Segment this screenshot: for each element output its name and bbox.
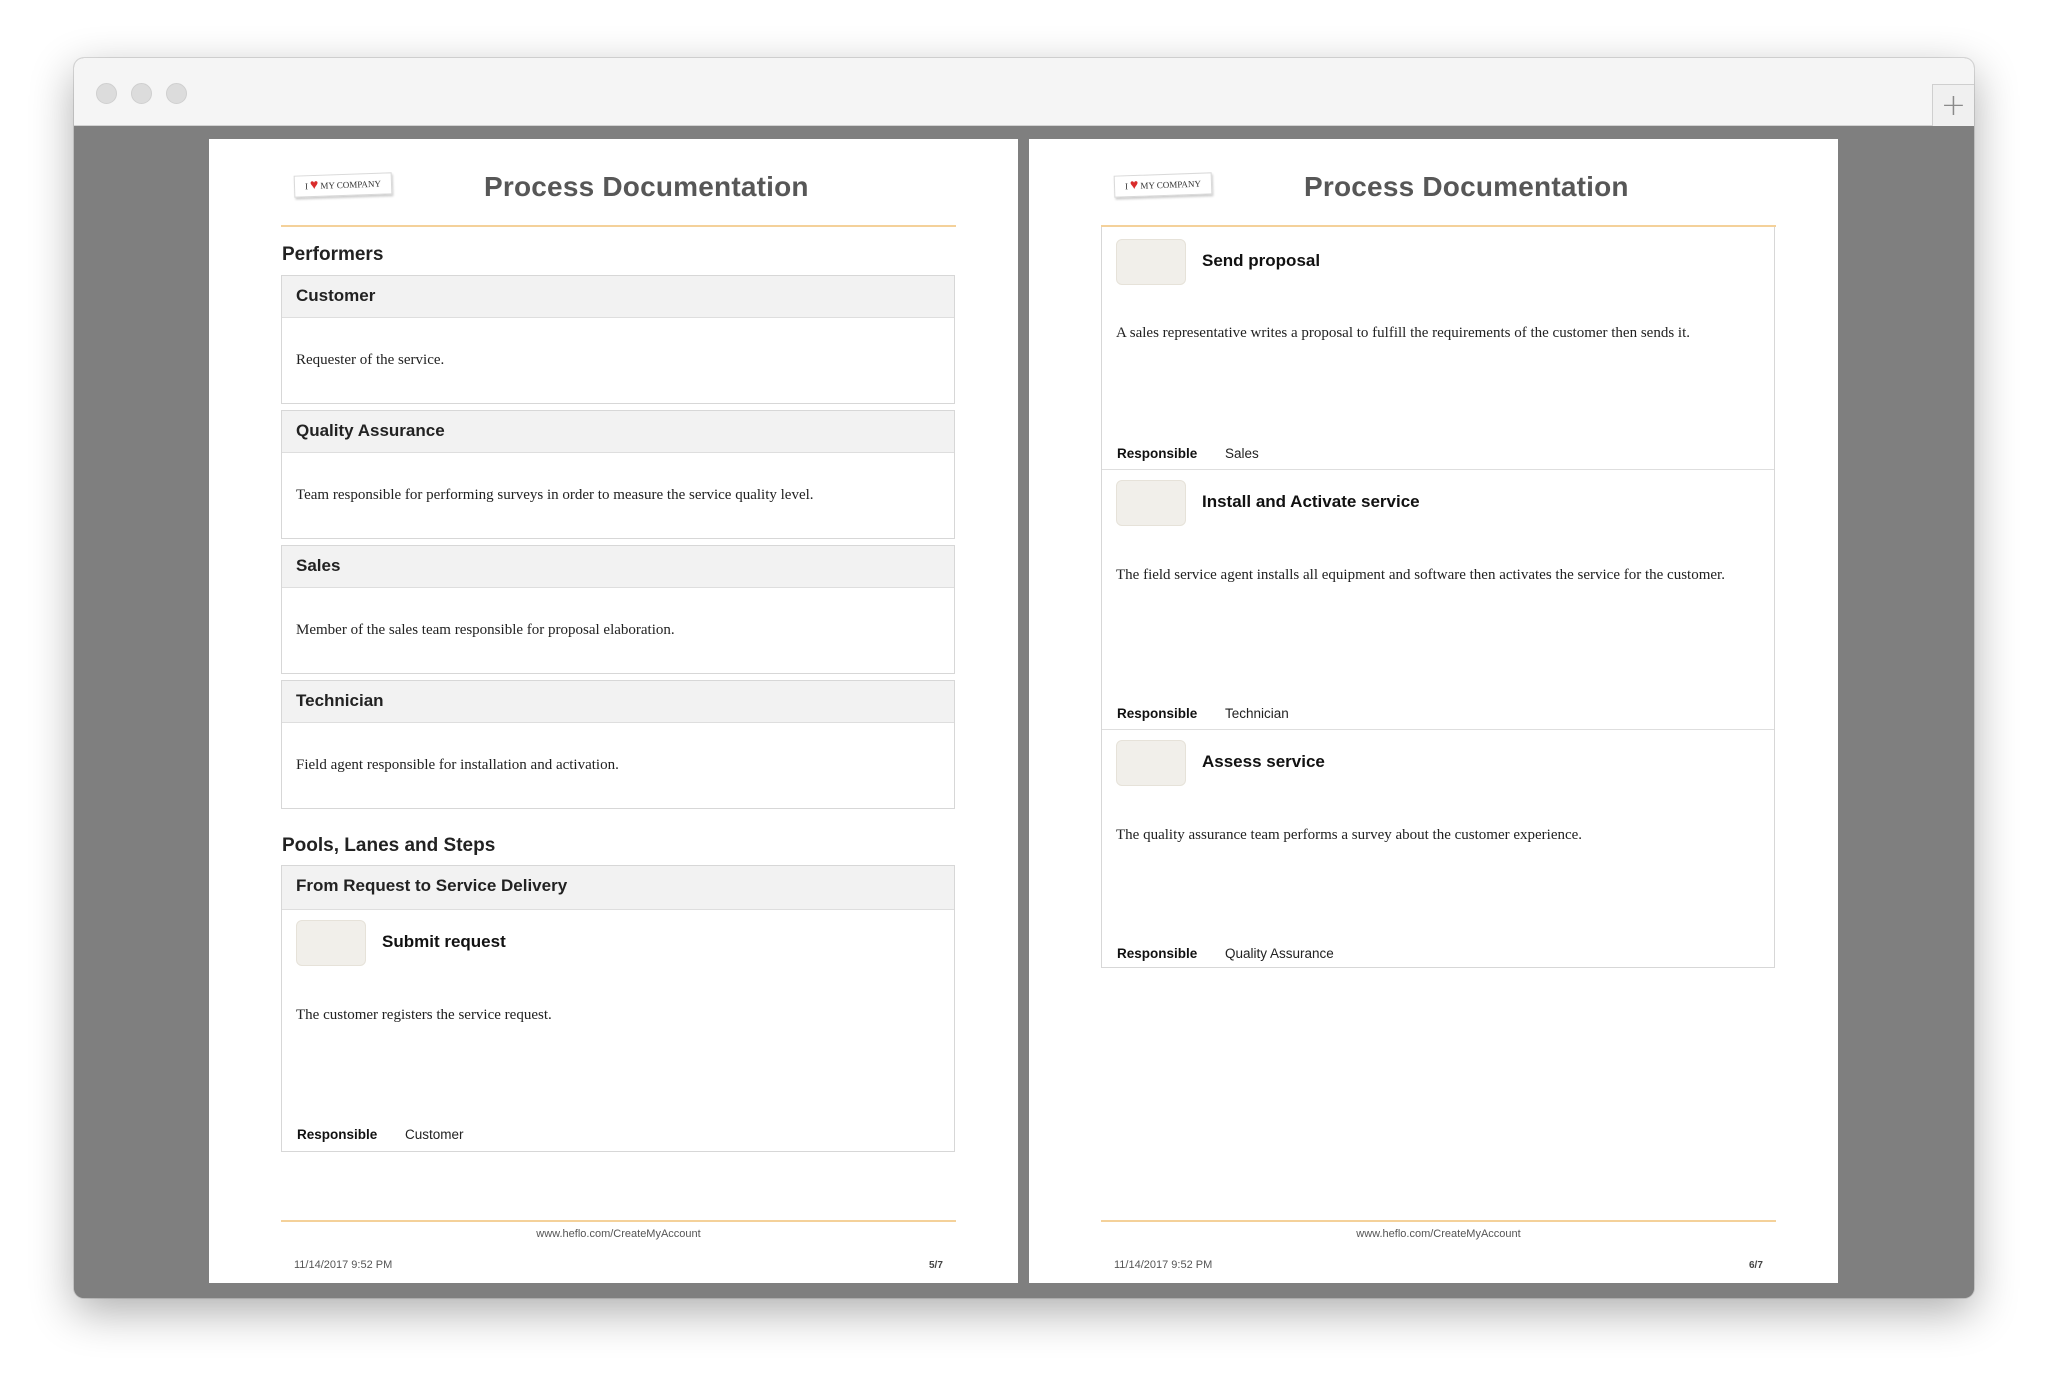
step-name: Assess service	[1202, 752, 1325, 771]
footer-divider	[281, 1220, 956, 1222]
performer-name: Technician	[282, 681, 954, 723]
zoom-window-button[interactable]	[166, 83, 187, 104]
logo-text-i: I	[1124, 181, 1129, 192]
responsible-label: Responsible	[1117, 446, 1198, 461]
step-description: The field service agent installs all equipment and software then activates the service for the customer.	[1116, 567, 1725, 583]
browser-window	[74, 58, 1974, 1298]
performer-description: Team responsible for performing surveys in order to measure the service quality level.	[296, 487, 814, 503]
new-tab-button[interactable]	[1932, 84, 1974, 126]
heart-icon: ♥	[1129, 177, 1139, 194]
responsible-label: Responsible	[1117, 946, 1198, 961]
performer-name: Customer	[282, 276, 954, 318]
responsible-value: Technician	[1225, 706, 1289, 721]
heart-icon: ♥	[309, 177, 319, 194]
logo-text-company: MY COMPANY	[320, 178, 382, 191]
company-logo	[294, 172, 393, 197]
footer-divider	[1101, 1220, 1776, 1222]
company-logo	[1114, 172, 1213, 197]
pools-heading: Pools, Lanes and Steps	[282, 835, 496, 856]
performer-card	[281, 275, 955, 404]
step-name: Install and Activate service	[1202, 492, 1420, 511]
step-item	[1102, 227, 1774, 469]
page-title: Process Documentation	[1304, 171, 1629, 202]
step-description: A sales representative writes a proposal to fulfill the requirements of the customer then sends it.	[1116, 325, 1691, 341]
page-number: 6/7	[1749, 1260, 1763, 1271]
footer-date: 11/14/2017 9:52 PM	[294, 1259, 393, 1271]
footer-url: www.heflo.com/CreateMyAccount	[536, 1228, 701, 1240]
task-icon	[1116, 239, 1186, 285]
footer-url: www.heflo.com/CreateMyAccount	[1356, 1228, 1521, 1240]
step-item	[282, 910, 954, 1153]
performers-heading: Performers	[282, 244, 384, 265]
page-number: 5/7	[929, 1260, 943, 1271]
responsible-value: Quality Assurance	[1225, 946, 1334, 961]
responsible-value: Customer	[405, 1127, 464, 1142]
responsible-label: Responsible	[1117, 706, 1198, 721]
pool-card	[281, 865, 955, 1152]
performer-card	[281, 410, 955, 539]
header-divider	[281, 225, 956, 227]
responsible-value: Sales	[1225, 446, 1259, 461]
step-name: Send proposal	[1202, 251, 1321, 270]
performer-name: Sales	[282, 546, 954, 588]
performer-description: Field agent responsible for installation and activation.	[296, 757, 619, 773]
task-icon	[1116, 740, 1186, 786]
logo-text-company: MY COMPANY	[1140, 178, 1202, 191]
task-icon	[1116, 480, 1186, 526]
page-title: Process Documentation	[484, 171, 809, 202]
steps-continuation-card	[1101, 227, 1775, 968]
performer-description: Member of the sales team responsible for proposal elaboration.	[296, 622, 675, 638]
document-page-6	[1029, 139, 1838, 1283]
responsible-label: Responsible	[297, 1127, 378, 1142]
logo-text-i: I	[304, 181, 309, 192]
performer-name: Quality Assurance	[282, 411, 954, 453]
minimize-window-button[interactable]	[131, 83, 152, 104]
title-bar	[74, 58, 1974, 126]
document-viewer[interactable]	[74, 126, 1974, 1298]
footer-date: 11/14/2017 9:52 PM	[1114, 1259, 1213, 1271]
step-description: The quality assurance team performs a survey about the customer experience.	[1116, 827, 1583, 843]
task-icon	[296, 920, 366, 966]
pool-name: From Request to Service Delivery	[282, 866, 954, 910]
plus-icon: +	[1940, 87, 1967, 123]
step-item	[1102, 729, 1774, 967]
step-name: Submit request	[382, 932, 506, 951]
document-page-5	[209, 139, 1018, 1283]
performer-card	[281, 545, 955, 674]
close-window-button[interactable]	[96, 83, 117, 104]
step-item	[1102, 469, 1774, 729]
performer-description: Requester of the service.	[296, 352, 445, 368]
step-description: The customer registers the service request.	[296, 1007, 552, 1023]
performer-card	[281, 680, 955, 809]
